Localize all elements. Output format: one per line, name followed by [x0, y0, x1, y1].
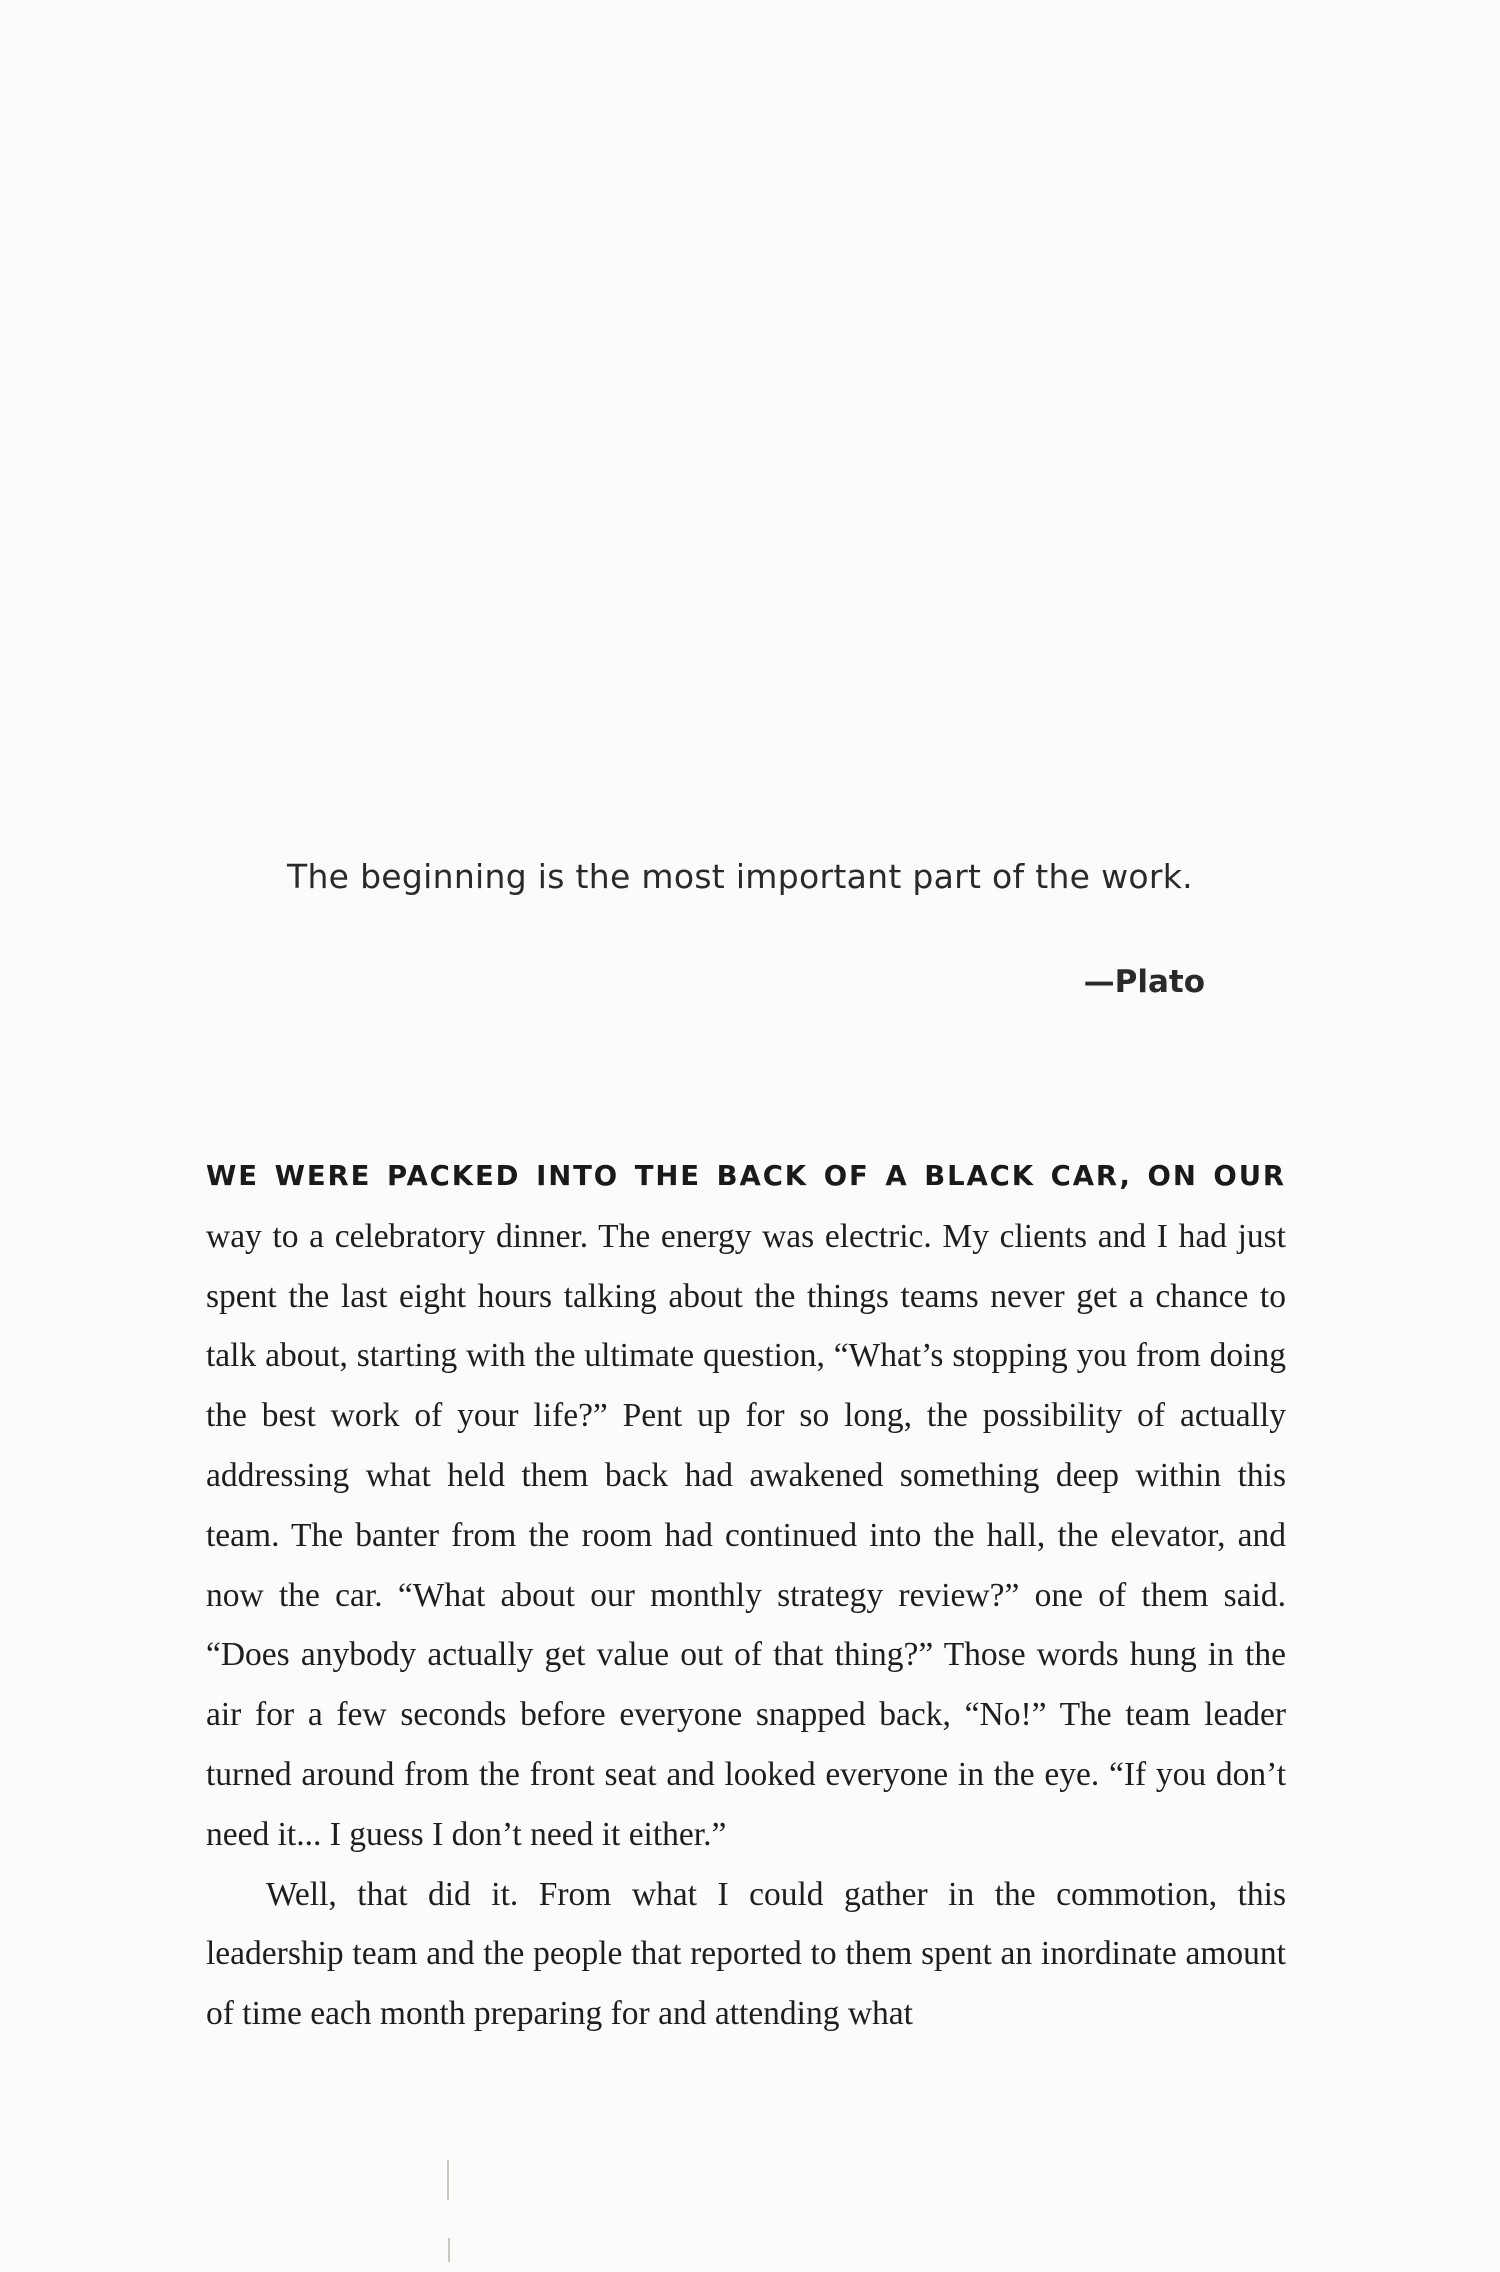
chapter-body	[206, 1145, 1286, 2044]
lead-in-caps: WE WERE PACKED INTO THE BACK OF A BLACK CAR, ON OUR	[206, 1160, 1286, 1192]
paragraph	[206, 1145, 1286, 1865]
epigraph-quote: The beginning is the most important part of the work.	[287, 857, 1193, 896]
scan-artifact-line	[447, 2160, 449, 2200]
scan-artifact-line	[448, 2238, 450, 2262]
paragraph-text: way to a celebratory dinner. The energy was electric. My clients and I had just spent the last eight hours talking about the things teams never get a chance to talk about, starting with the ultimate question, “What’s stopping you from doing the best work of your life?” Pent up for so long, the possibility of actually addressing what held them back had awakened something deep within this team. The banter from the room had continued into the hall, the elevator, and now the car. “What about our monthly strategy review?” one of them said. “Does anybody actually get value out of that thing?” Those words hung in the air for a few seconds before everyone snapped back, “No!” The team leader turned around from the front seat and looked everyone in the eye. “If you don’t need it... I guess I don’t need it either.”	[206, 1217, 1286, 1853]
epigraph	[287, 852, 1217, 1000]
paragraph: Well, that did it. From what I could gather in the commotion, this leadership team and the people that reported to them spent an inordinate amount of time each month preparing for and attending what	[206, 1875, 1286, 2033]
epigraph-attribution: —Plato	[1083, 964, 1205, 1000]
